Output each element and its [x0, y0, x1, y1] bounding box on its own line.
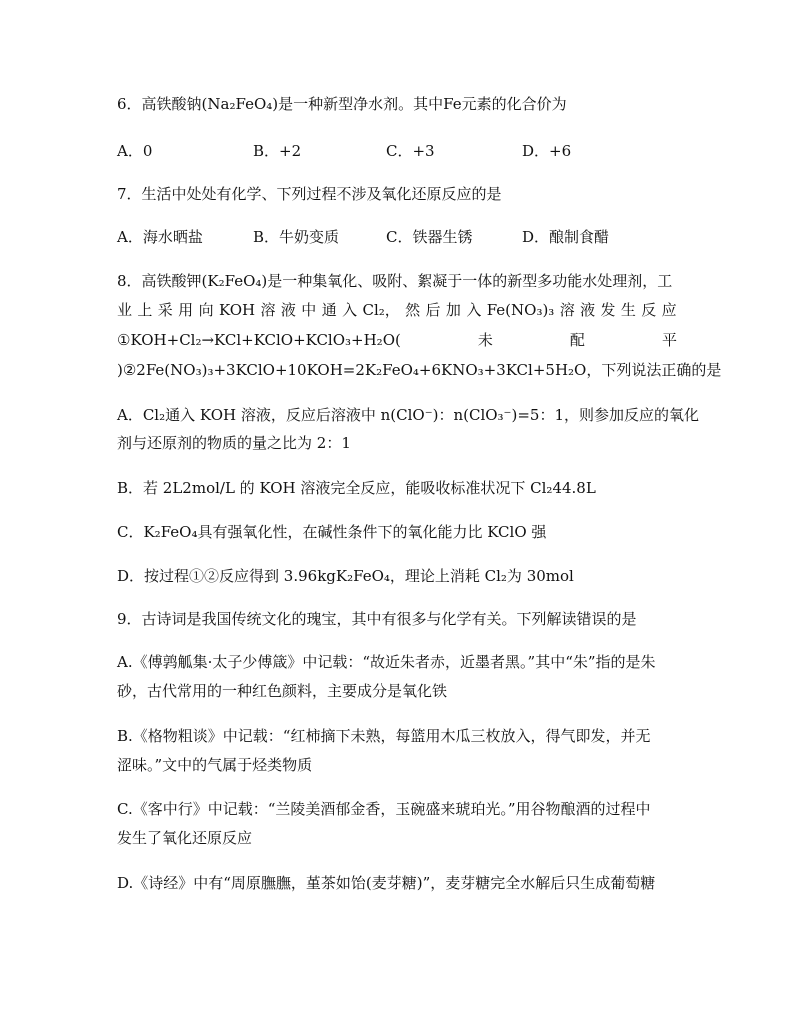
- q8-line3-token: 配: [569, 331, 585, 349]
- q7-option-a: A．海水晒盐: [117, 228, 203, 246]
- q8-line2-token: 溶: [260, 301, 276, 319]
- q7-option-d: D．酿制食醋: [522, 228, 610, 246]
- q8-line2-token: 液: [280, 301, 296, 319]
- q8-stem-line-1: 8．高铁酸钾(K₂FeO₄)是一种集氧化、吸附、絮凝于一体的新型多功能水处理剂，工: [117, 272, 673, 290]
- q9-option-c-line-2: 发生了氧化还原反应: [117, 829, 253, 847]
- q8-line2-token: 加: [445, 301, 461, 319]
- q8-stem-line-2: [117, 299, 677, 321]
- q8-line2-token: 用: [178, 301, 194, 319]
- q8-line2-token: 入: [342, 301, 358, 319]
- q8-line2-token: 生: [620, 301, 636, 319]
- q8-option-d: D．按过程①②反应得到 3.96kgK₂FeO₄，理论上消耗 Cl₂为 30mol: [117, 567, 574, 585]
- q8-option-a-line-1: A．Cl₂通入 KOH 溶液，反应后溶液中 n(ClO⁻)：n(ClO₃⁻)=5：1，则参加反应的氧化: [117, 406, 699, 424]
- q6-option-c: C．+3: [386, 142, 435, 160]
- q8-line2-token: Fe(NO₃)₃: [486, 301, 555, 319]
- q9-option-b-line-1: B.《格物粗谈》中记载：“红柿摘下未熟，每篮用木瓜三枚放入，得气即发，并无: [117, 727, 651, 745]
- q9-option-d: D.《诗经》中有“周原膴膴，堇茶如饴(麦芽糖)”，麦芽糖完全水解后只生成葡萄糖: [117, 874, 656, 892]
- q8-line2-token: Cl₂，: [362, 301, 400, 319]
- q8-line2-token: 业: [117, 301, 133, 319]
- q8-option-b: B．若 2L2mol/L 的 KOH 溶液完全反应，能吸收标准状况下 Cl₂44.8L: [117, 479, 596, 497]
- q8-stem-line-4: )②2Fe(NO₃)₃+3KClO+10KOH=2K₂FeO₄+6KNO₃+3KCl+5H₂O，下列说法正确的是: [117, 361, 722, 379]
- q8-line2-token: 然: [405, 301, 421, 319]
- q8-line2-token: 入: [466, 301, 482, 319]
- q7-option-b: B．牛奶变质: [253, 228, 340, 246]
- q6-option-d: D．+6: [522, 142, 572, 160]
- q9-option-a-line-1: A.《傅鹑觚集·太子少傅箴》中记载：“故近朱者赤，近墨者黑。”其中“朱”指的是朱: [117, 653, 656, 671]
- q9-option-c-line-1: C.《客中行》中记载：“兰陵美酒郁金香，玉碗盛来琥珀光。”用谷物酿酒的过程中: [117, 800, 651, 818]
- q6-option-b: B．+2: [253, 142, 302, 160]
- q8-line2-token: 后: [425, 301, 441, 319]
- q9-option-b-line-2: 涩味。”文中的气属于烃类物质: [117, 756, 313, 774]
- q8-line3-token: 未: [477, 331, 493, 349]
- q9-stem: 9．古诗词是我国传统文化的瑰宝，其中有很多与化学有关。下列解读错误的是: [117, 610, 637, 628]
- q6-stem: 6．高铁酸钠(Na₂FeO₄)是一种新型净水剂。其中Fe元素的化合价为: [117, 95, 567, 113]
- q8-line3-token: 平: [661, 331, 677, 349]
- q6-option-a: A．0: [117, 142, 153, 160]
- q8-line2-token: 向: [198, 301, 214, 319]
- q8-line2-token: 采: [157, 301, 173, 319]
- q8-line2-token: 应: [661, 301, 677, 319]
- q8-line2-token: 液: [580, 301, 596, 319]
- q8-option-a-line-2: 剂与还原剂的物质的量之比为 2：1: [117, 434, 351, 452]
- q9-option-a-line-2: 砂，古代常用的一种红色颜料，主要成分是氧化铁: [117, 682, 448, 700]
- q8-line2-token: 通: [321, 301, 337, 319]
- q7-stem: 7．生活中处处有化学、下列过程不涉及氧化还原反应的是: [117, 185, 502, 203]
- q8-line2-token: 中: [301, 301, 317, 319]
- q8-stem-line-3: [117, 329, 677, 351]
- q7-option-c: C．铁器生锈: [386, 228, 473, 246]
- q8-line2-token: 发: [600, 301, 616, 319]
- q8-equation-1: ①KOH+Cl₂→KCl+KClO+KClO₃+H₂O(: [117, 331, 401, 349]
- q8-line2-token: KOH: [218, 301, 256, 319]
- q8-line2-token: 溶: [559, 301, 575, 319]
- q8-line2-token: 上: [137, 301, 153, 319]
- q8-option-c: C．K₂FeO₄具有强氧化性，在碱性条件下的氧化能力比 KClO 强: [117, 523, 547, 541]
- q8-line2-token: 反: [641, 301, 657, 319]
